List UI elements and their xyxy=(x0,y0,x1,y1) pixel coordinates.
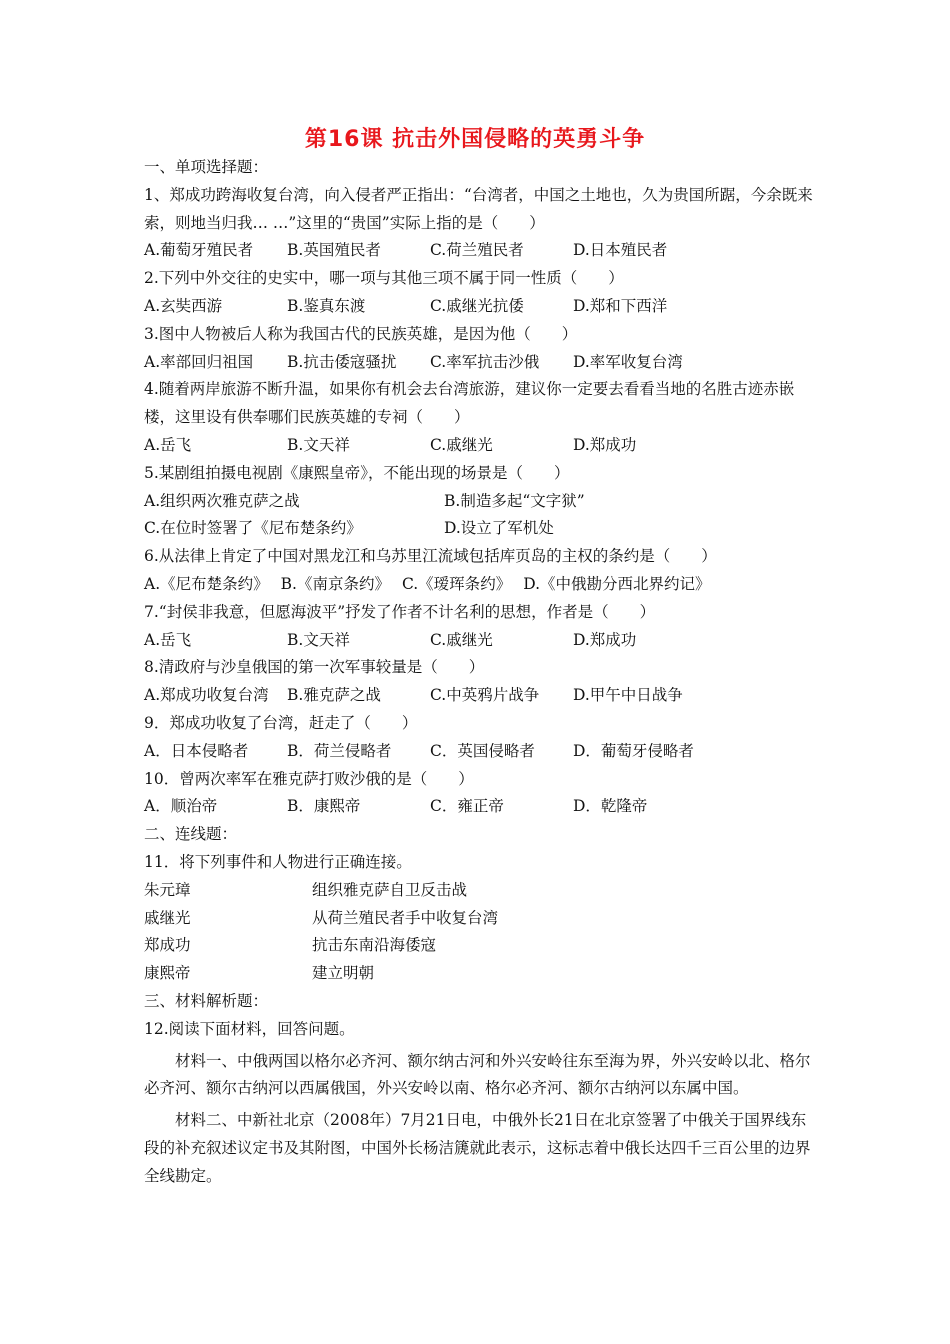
match-event: 建立明朝 xyxy=(312,964,375,983)
match-person: 戚继光 xyxy=(144,908,191,927)
question-1-options xyxy=(144,237,814,265)
question-5-options-row-2 xyxy=(144,515,814,543)
matching-row xyxy=(144,932,814,960)
option-a: A．日本侵略者 xyxy=(144,741,249,760)
question-8-text: 8.清政府与沙皇俄国的第一次军事较量是（ ） xyxy=(144,658,485,677)
question-2-options xyxy=(144,293,814,321)
option-b: B.文天祥 xyxy=(287,435,350,454)
option-c: C.戚继光抗倭 xyxy=(430,296,524,315)
option-b: B．荷兰侵略者 xyxy=(287,741,392,760)
question-1-text: 1、郑成功跨海收复台湾，向入侵者严正指出：“台湾者，中国之土地也，久为贵国所踞，今余既来索，则地当归我… …”这里的“贵国”实际上指的是（ ） xyxy=(144,185,813,232)
question-6-text: 6.从法律上肯定了中国对黑龙江和乌苏里江流域包括库页岛的主权的条约是（ ） xyxy=(144,547,717,566)
section-heading: 二、连线题： xyxy=(144,825,238,844)
question-12-text: 12.阅读下面材料，回答问题。 xyxy=(144,1019,355,1038)
match-person: 郑成功 xyxy=(144,936,191,955)
option-b: B.抗击倭寇骚扰 xyxy=(287,352,397,371)
option-c: C.戚继光 xyxy=(430,435,493,454)
question-10-options xyxy=(144,793,814,821)
option-d: D.设立了军机处 xyxy=(444,519,554,538)
question-6-options xyxy=(144,571,814,599)
match-event: 抗击东南沿海倭寇 xyxy=(312,936,437,955)
option-a: A.玄奘西游 xyxy=(144,296,223,315)
option-b: B.文天祥 xyxy=(287,630,350,649)
matching-row xyxy=(144,960,814,988)
option-a: A.郑成功收复台湾 xyxy=(144,686,269,705)
question-8-options xyxy=(144,682,814,710)
option-a: A.葡萄牙殖民者 xyxy=(144,241,254,260)
question-5-text: 5.某剧组拍摄电视剧《康熙皇帝》，不能出现的场景是（ ） xyxy=(144,463,570,482)
page-title: 第16课 抗击外国侵略的英勇斗争 xyxy=(304,127,646,152)
option-d: D.郑成功 xyxy=(573,630,637,649)
matching-row xyxy=(144,877,814,905)
option-d: D.《中俄勘分西北界约记》 xyxy=(523,574,711,593)
match-event: 组织雅克萨自卫反击战 xyxy=(312,880,468,899)
option-c: C.率军抗击沙俄 xyxy=(430,352,540,371)
option-d: D．乾隆帝 xyxy=(573,797,648,816)
question-11-text: 11．将下列事件和人物进行正确连接。 xyxy=(144,852,412,871)
option-c: C.《瑷珲条约》 xyxy=(401,574,512,593)
question-10-text: 10．曾两次率军在雅克萨打败沙俄的是（ ） xyxy=(144,769,474,788)
option-d: D．葡萄牙侵略者 xyxy=(573,741,694,760)
question-4-options xyxy=(144,432,814,460)
option-c: C.荷兰殖民者 xyxy=(430,241,524,260)
question-7-options xyxy=(144,627,814,655)
match-person: 朱元璋 xyxy=(144,880,191,899)
section-heading: 三、材料解析题： xyxy=(144,991,269,1010)
question-2-text: 2.下列中外交往的史实中，哪一项与其他三项不属于同一性质（ ） xyxy=(144,269,624,288)
material-two-paragraph: 材料二、中新社北京（2008年）7月21日电，中俄外长21日在北京签署了中俄关于国界线东段的补充叙述议定书及其附图，中国外长杨洁篪就此表示，这标志着中俄长达四千三百公里的边界全线勘定。 xyxy=(144,1111,811,1185)
section-heading: 一、单项选择题： xyxy=(144,158,269,176)
option-b: B.雅克萨之战 xyxy=(287,686,381,705)
option-a: A.岳飞 xyxy=(144,630,192,649)
option-d: D.郑和下西洋 xyxy=(573,296,668,315)
match-person: 康熙帝 xyxy=(144,964,191,983)
option-c: C.在位时签署了《尼布楚条约》 xyxy=(144,519,362,538)
option-d: D.日本殖民者 xyxy=(573,241,668,260)
option-d: D.郑成功 xyxy=(573,435,637,454)
option-d: D.甲午中日战争 xyxy=(573,686,683,705)
option-a: A.岳飞 xyxy=(144,435,192,454)
question-4-text: 4.随着两岸旅游不断升温，如果你有机会去台湾旅游，建议你一定要去看看当地的名胜古迹赤嵌楼，这里设有供奉哪们民族英雄的专祠（ ） xyxy=(144,380,795,427)
option-c: C.戚继光 xyxy=(430,630,493,649)
option-a: A.《尼布楚条约》 xyxy=(144,574,269,593)
option-b: B.英国殖民者 xyxy=(287,241,381,260)
question-7-text: 7.“封侯非我意，但愿海波平”抒发了作者不计名利的思想，作者是（ ） xyxy=(144,602,656,621)
option-b: B.《南京条约》 xyxy=(280,574,390,593)
option-b: B.制造多起“文字狱” xyxy=(444,491,585,510)
option-c: C．雍正帝 xyxy=(430,797,504,816)
question-9-text: 9．郑成功收复了台湾，赶走了（ ） xyxy=(144,713,418,732)
question-5-options-row-1 xyxy=(144,488,814,516)
material-one-paragraph: 材料一、中俄两国以格尔必齐河、额尔纳古河和外兴安岭往东至海为界，外兴安岭以北、格尔必齐河、额尔古纳河以西属俄国，外兴安岭以南、格尔必齐河、额尔古纳河以东属中国。 xyxy=(144,1051,811,1098)
worksheet-body xyxy=(144,154,814,1190)
match-event: 从荷兰殖民者手中收复台湾 xyxy=(312,908,499,927)
option-a: A．顺治帝 xyxy=(144,797,218,816)
option-b: B．康熙帝 xyxy=(287,797,361,816)
question-3-text: 3.图中人物被后人称为我国古代的民族英雄，是因为他（ ） xyxy=(144,324,578,343)
question-9-options xyxy=(144,738,814,766)
matching-row xyxy=(144,905,814,933)
option-b: B.鉴真东渡 xyxy=(287,296,366,315)
option-a: A.率部回归祖国 xyxy=(144,352,254,371)
question-3-options xyxy=(144,349,814,377)
option-c: C.中英鸦片战争 xyxy=(430,686,540,705)
option-a: A.组织两次雅克萨之战 xyxy=(144,491,300,510)
option-d: D.率军收复台湾 xyxy=(573,352,683,371)
option-c: C．英国侵略者 xyxy=(430,741,535,760)
